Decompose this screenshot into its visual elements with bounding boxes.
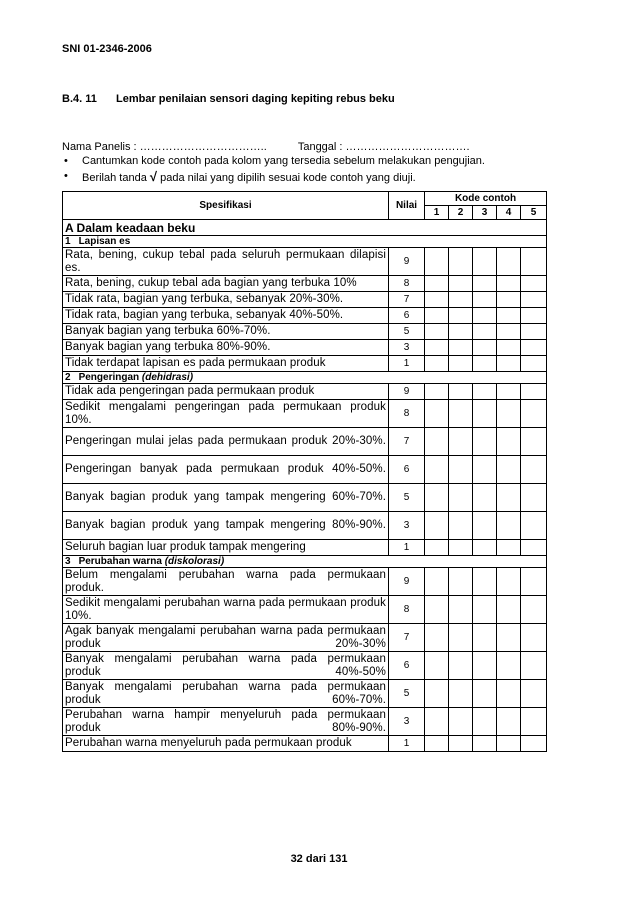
kode-contoh-check-cell[interactable] <box>497 308 521 324</box>
kode-contoh-check-cell[interactable] <box>473 456 497 484</box>
criteria-description: Belum mengalami perubahan warna pada permukaan produk. <box>63 568 389 596</box>
nilai-score: 6 <box>389 308 425 324</box>
subsection-title <box>63 556 547 568</box>
criteria-row <box>63 248 547 276</box>
kode-contoh-check-cell[interactable] <box>521 428 547 456</box>
nilai-score: 1 <box>389 356 425 372</box>
kode-contoh-check-cell[interactable] <box>425 276 449 292</box>
criteria-description: Banyak mengalami perubahan warna pada permukaan produk 40%-50% <box>63 652 389 680</box>
kode-contoh-check-cell[interactable] <box>425 340 449 356</box>
criteria-row <box>63 708 547 736</box>
criteria-description: Sedikit mengalami pengeringan pada permukaan produk 10%. <box>63 400 389 428</box>
bullet-icon: • <box>64 170 68 182</box>
subsection-label-italic: (dehidrasi) <box>141 372 194 383</box>
kode-contoh-check-cell[interactable] <box>449 512 473 540</box>
subsection-number: 3 <box>65 556 71 567</box>
kode-contoh-check-cell[interactable] <box>497 624 521 652</box>
subsection-title <box>63 236 547 248</box>
kode-contoh-check-cell[interactable] <box>425 484 449 512</box>
kode-contoh-check-cell[interactable] <box>449 568 473 596</box>
kode-contoh-check-cell[interactable] <box>521 384 547 400</box>
kode-contoh-check-cell[interactable] <box>521 568 547 596</box>
kode-contoh-check-cell[interactable] <box>425 708 449 736</box>
criteria-row <box>63 624 547 652</box>
kode-contoh-check-cell[interactable] <box>497 400 521 428</box>
kode-contoh-check-cell[interactable] <box>497 512 521 540</box>
criteria-description: Pengeringan banyak pada permukaan produk 40%-50%. <box>63 456 389 484</box>
kode-contoh-check-cell[interactable] <box>521 340 547 356</box>
nilai-score: 9 <box>389 568 425 596</box>
subsection-label: Perubahan warna <box>78 556 162 567</box>
instruction-item <box>62 154 582 169</box>
kode-contoh-check-cell[interactable] <box>425 736 449 752</box>
panelis-field[interactable]: Nama Panelis : …………………………….. <box>62 141 267 153</box>
kode-contoh-check-cell[interactable] <box>473 308 497 324</box>
kode-contoh-check-cell[interactable] <box>521 596 547 624</box>
kode-contoh-check-cell[interactable] <box>473 292 497 308</box>
kode-contoh-check-cell[interactable] <box>521 276 547 292</box>
section-number: B.4. 11 <box>62 93 97 105</box>
bullet-icon: • <box>64 155 68 167</box>
checkmark-icon: √ <box>149 169 158 184</box>
kode-contoh-check-cell[interactable] <box>521 484 547 512</box>
kode-contoh-check-cell[interactable] <box>449 308 473 324</box>
kode-contoh-check-cell[interactable] <box>425 324 449 340</box>
kode-contoh-number[interactable]: 1 <box>425 206 449 220</box>
nilai-score: 5 <box>389 324 425 340</box>
instruction-list <box>62 154 582 184</box>
kode-contoh-check-cell[interactable] <box>449 596 473 624</box>
kode-contoh-check-cell[interactable] <box>473 400 497 428</box>
kode-contoh-check-cell[interactable] <box>425 292 449 308</box>
criteria-row <box>63 652 547 680</box>
criteria-row <box>63 384 547 400</box>
subsection-number: 2 <box>65 372 71 383</box>
kode-contoh-check-cell[interactable] <box>497 736 521 752</box>
header-kode-contoh: Kode contoh <box>425 192 547 206</box>
subsection-number: 1 <box>65 236 71 247</box>
criteria-description: Perubahan warna menyeluruh pada permukaan produk <box>63 736 389 752</box>
criteria-description: Tidak ada pengeringan pada permukaan produk <box>63 384 389 400</box>
kode-contoh-check-cell[interactable] <box>521 540 547 556</box>
kode-contoh-check-cell[interactable] <box>497 248 521 276</box>
kode-contoh-number[interactable]: 3 <box>473 206 497 220</box>
header-spesifikasi: Spesifikasi <box>63 192 389 220</box>
nilai-score: 7 <box>389 624 425 652</box>
kode-contoh-check-cell[interactable] <box>473 680 497 708</box>
subsection-label: Lapisan es <box>78 236 131 247</box>
nilai-score: 8 <box>389 276 425 292</box>
instruction-text-after: pada nilai yang dipilih sesuai kode contoh yang diuji. <box>157 172 416 184</box>
nilai-score: 9 <box>389 384 425 400</box>
kode-contoh-check-cell[interactable] <box>425 456 449 484</box>
kode-contoh-number[interactable]: 4 <box>497 206 521 220</box>
kode-contoh-check-cell[interactable] <box>473 340 497 356</box>
criteria-description: Banyak bagian yang terbuka 80%-90%. <box>63 340 389 356</box>
criteria-description: Perubahan warna hampir menyeluruh pada permukaan produk 80%-90%. <box>63 708 389 736</box>
kode-contoh-check-cell[interactable] <box>473 568 497 596</box>
kode-contoh-check-cell[interactable] <box>449 248 473 276</box>
kode-contoh-check-cell[interactable] <box>425 568 449 596</box>
kode-contoh-check-cell[interactable] <box>521 356 547 372</box>
nilai-score: 6 <box>389 456 425 484</box>
nilai-score: 8 <box>389 400 425 428</box>
criteria-description: Tidak terdapat lapisan es pada permukaan produk <box>63 356 389 372</box>
criteria-description: Pengeringan mulai jelas pada permukaan produk 20%-30%. <box>63 428 389 456</box>
criteria-description: Banyak bagian produk yang tampak mengering 80%-90%. <box>63 512 389 540</box>
criteria-description: Agak banyak mengalami perubahan warna pada permukaan produk 20%-30% <box>63 624 389 652</box>
kode-contoh-check-cell[interactable] <box>425 512 449 540</box>
kode-contoh-check-cell[interactable] <box>473 248 497 276</box>
criteria-description: Banyak bagian produk yang tampak mengering 60%-70%. <box>63 484 389 512</box>
criteria-row <box>63 596 547 624</box>
criteria-row <box>63 276 547 292</box>
instruction-item <box>62 169 582 184</box>
kode-contoh-check-cell[interactable] <box>449 324 473 340</box>
kode-contoh-check-cell[interactable] <box>497 324 521 340</box>
kode-contoh-check-cell[interactable] <box>521 292 547 308</box>
subsection-heading <box>63 372 547 384</box>
standard-number: SNI 01-2346-2006 <box>62 43 152 55</box>
kode-contoh-check-cell[interactable] <box>425 624 449 652</box>
kode-contoh-check-cell[interactable] <box>473 384 497 400</box>
kode-contoh-check-cell[interactable] <box>449 356 473 372</box>
kode-contoh-check-cell[interactable] <box>497 340 521 356</box>
kode-contoh-check-cell[interactable] <box>497 276 521 292</box>
kode-contoh-check-cell[interactable] <box>473 356 497 372</box>
criteria-row <box>63 324 547 340</box>
criteria-description: Seluruh bagian luar produk tampak mengering <box>63 540 389 556</box>
nilai-score: 1 <box>389 540 425 556</box>
kode-contoh-check-cell[interactable] <box>449 484 473 512</box>
criteria-row <box>63 428 547 456</box>
kode-contoh-check-cell[interactable] <box>497 596 521 624</box>
kode-contoh-number[interactable]: 2 <box>449 206 473 220</box>
page-number: 32 dari 131 <box>290 853 348 865</box>
criteria-row <box>63 400 547 428</box>
kode-contoh-check-cell[interactable] <box>473 708 497 736</box>
kode-contoh-check-cell[interactable] <box>521 324 547 340</box>
kode-contoh-check-cell[interactable] <box>425 248 449 276</box>
subsection-label: Pengeringan <box>78 372 140 383</box>
criteria-row <box>63 456 547 484</box>
criteria-row <box>63 340 547 356</box>
criteria-row <box>63 540 547 556</box>
kode-contoh-check-cell[interactable] <box>521 736 547 752</box>
kode-contoh-check-cell[interactable] <box>521 456 547 484</box>
kode-contoh-check-cell[interactable] <box>497 428 521 456</box>
nilai-score: 5 <box>389 484 425 512</box>
kode-contoh-check-cell[interactable] <box>521 652 547 680</box>
header-nilai: Nilai <box>389 192 425 220</box>
nilai-score: 3 <box>389 340 425 356</box>
nilai-score: 5 <box>389 680 425 708</box>
kode-contoh-check-cell[interactable] <box>521 248 547 276</box>
kode-contoh-check-cell[interactable] <box>425 680 449 708</box>
kode-contoh-check-cell[interactable] <box>473 512 497 540</box>
criteria-description: Sedikit mengalami perubahan warna pada permukaan produk 10%. <box>63 596 389 624</box>
kode-contoh-check-cell[interactable] <box>497 292 521 308</box>
criteria-row <box>63 736 547 752</box>
kode-contoh-check-cell[interactable] <box>449 384 473 400</box>
instruction-text: Cantumkan kode contoh pada kolom yang tersedia sebelum melakukan pengujian. <box>82 155 485 167</box>
criteria-row <box>63 484 547 512</box>
kode-contoh-check-cell[interactable] <box>473 652 497 680</box>
section-title: Lembar penilaian sensori daging kepiting rebus beku <box>116 93 395 105</box>
tanggal-field[interactable]: Tanggal : ……………………………. <box>297 141 470 153</box>
kode-contoh-check-cell[interactable] <box>449 340 473 356</box>
subsection-heading <box>63 236 547 248</box>
kode-contoh-check-cell[interactable] <box>521 512 547 540</box>
kode-contoh-check-cell[interactable] <box>425 652 449 680</box>
group-heading: A Dalam keadaan beku <box>63 220 547 236</box>
kode-contoh-check-cell[interactable] <box>425 384 449 400</box>
kode-contoh-check-cell[interactable] <box>449 708 473 736</box>
kode-contoh-check-cell[interactable] <box>449 652 473 680</box>
kode-contoh-check-cell[interactable] <box>521 624 547 652</box>
nilai-score: 3 <box>389 708 425 736</box>
sensory-evaluation-table <box>62 191 547 752</box>
kode-contoh-check-cell[interactable] <box>473 324 497 340</box>
criteria-row <box>63 680 547 708</box>
kode-contoh-check-cell[interactable] <box>473 540 497 556</box>
form-fields-line <box>62 141 470 153</box>
kode-contoh-check-cell[interactable] <box>425 596 449 624</box>
instruction-text-before: Berilah tanda <box>82 172 150 184</box>
kode-contoh-check-cell[interactable] <box>449 540 473 556</box>
kode-contoh-check-cell[interactable] <box>425 308 449 324</box>
criteria-row <box>63 512 547 540</box>
kode-contoh-check-cell[interactable] <box>449 400 473 428</box>
criteria-description: Banyak mengalami perubahan warna pada permukaan produk 60%-70%. <box>63 680 389 708</box>
kode-contoh-check-cell[interactable] <box>521 708 547 736</box>
nilai-score: 8 <box>389 596 425 624</box>
kode-contoh-check-cell[interactable] <box>473 276 497 292</box>
nilai-score: 9 <box>389 248 425 276</box>
kode-contoh-check-cell[interactable] <box>449 276 473 292</box>
kode-contoh-check-cell[interactable] <box>497 456 521 484</box>
kode-contoh-check-cell[interactable] <box>473 736 497 752</box>
kode-contoh-check-cell[interactable] <box>521 400 547 428</box>
criteria-description: Tidak rata, bagian yang terbuka, sebanyak 40%-50%. <box>63 308 389 324</box>
kode-contoh-check-cell[interactable] <box>449 680 473 708</box>
kode-contoh-check-cell[interactable] <box>473 428 497 456</box>
kode-contoh-check-cell[interactable] <box>449 292 473 308</box>
kode-contoh-check-cell[interactable] <box>425 356 449 372</box>
nilai-score: 7 <box>389 292 425 308</box>
kode-contoh-number[interactable]: 5 <box>521 206 547 220</box>
kode-contoh-check-cell[interactable] <box>497 568 521 596</box>
kode-contoh-check-cell[interactable] <box>473 624 497 652</box>
kode-contoh-check-cell[interactable] <box>449 624 473 652</box>
kode-contoh-check-cell[interactable] <box>449 736 473 752</box>
criteria-description: Rata, bening, cukup tebal ada bagian yang terbuka 10% <box>63 276 389 292</box>
criteria-description: Banyak bagian yang terbuka 60%-70%. <box>63 324 389 340</box>
kode-contoh-check-cell[interactable] <box>497 680 521 708</box>
kode-contoh-check-cell[interactable] <box>449 456 473 484</box>
nilai-score: 1 <box>389 736 425 752</box>
kode-contoh-check-cell[interactable] <box>497 540 521 556</box>
subsection-title <box>63 372 547 384</box>
nilai-score: 3 <box>389 512 425 540</box>
kode-contoh-check-cell[interactable] <box>473 596 497 624</box>
subsection-heading <box>63 556 547 568</box>
kode-contoh-check-cell[interactable] <box>497 484 521 512</box>
criteria-description: Tidak rata, bagian yang terbuka, sebanyak 20%-30%. <box>63 292 389 308</box>
criteria-description: Rata, bening, cukup tebal pada seluruh permukaan dilapisi es. <box>63 248 389 276</box>
nilai-score: 7 <box>389 428 425 456</box>
kode-contoh-check-cell[interactable] <box>497 356 521 372</box>
criteria-row <box>63 356 547 372</box>
kode-contoh-check-cell[interactable] <box>497 384 521 400</box>
criteria-row <box>63 568 547 596</box>
subsection-label-italic: (diskolorasi) <box>164 556 225 567</box>
criteria-row <box>63 308 547 324</box>
kode-contoh-check-cell[interactable] <box>449 428 473 456</box>
kode-contoh-check-cell[interactable] <box>425 540 449 556</box>
kode-contoh-check-cell[interactable] <box>425 400 449 428</box>
nilai-score: 6 <box>389 652 425 680</box>
kode-contoh-check-cell[interactable] <box>425 428 449 456</box>
kode-contoh-check-cell[interactable] <box>497 652 521 680</box>
kode-contoh-check-cell[interactable] <box>497 708 521 736</box>
criteria-row <box>63 292 547 308</box>
kode-contoh-check-cell[interactable] <box>521 308 547 324</box>
kode-contoh-check-cell[interactable] <box>473 484 497 512</box>
kode-contoh-check-cell[interactable] <box>521 680 547 708</box>
